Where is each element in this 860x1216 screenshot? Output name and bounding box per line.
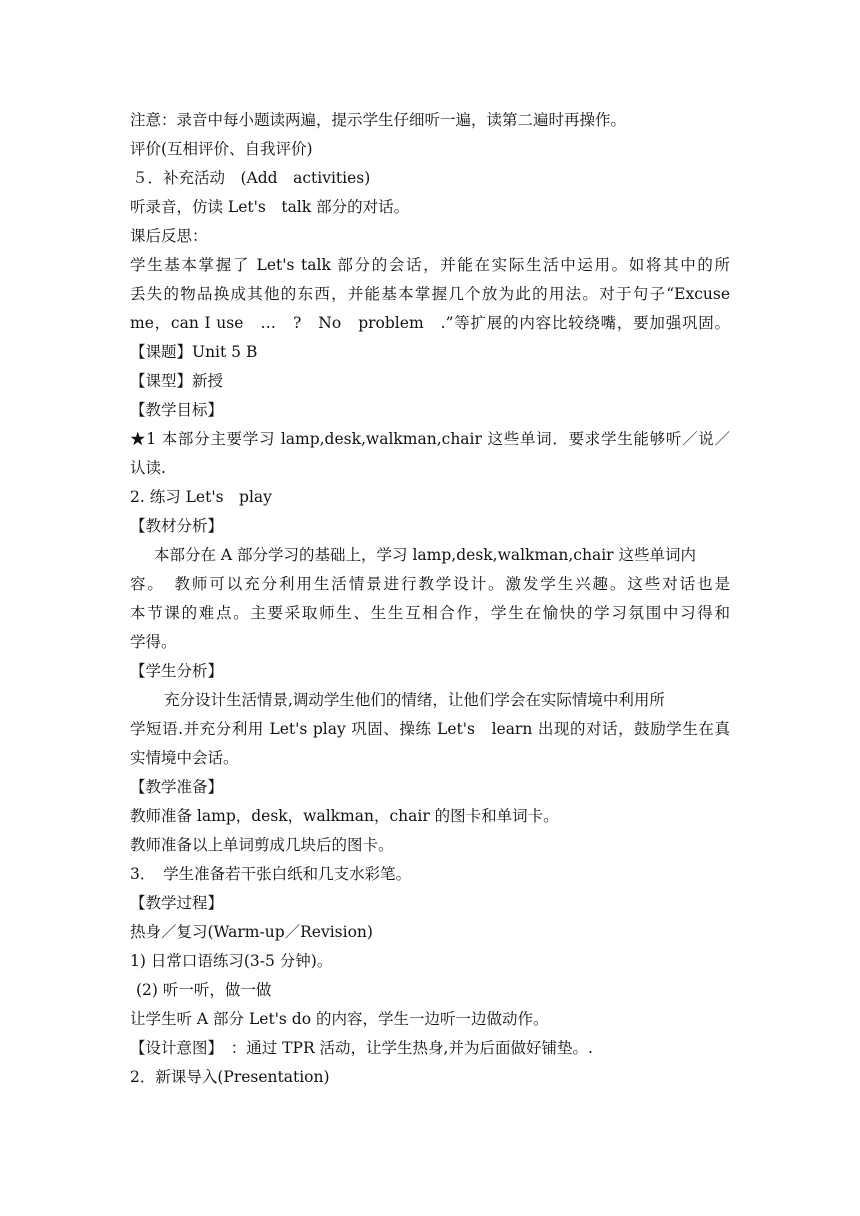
material-analysis-line-1: 本部分在 A 部分学习的基础上，学习 lamp,desk,walkman,chair 这些单词内 bbox=[154, 546, 696, 564]
lesson-topic: 【课题】Unit 5 B bbox=[130, 343, 258, 361]
presentation-heading: 2．新课导入(Presentation) bbox=[130, 1068, 330, 1086]
student-analysis-heading: 【学生分析】 bbox=[130, 662, 224, 680]
design-intent-line: 【设计意图】 ：通过 TPR 活动，让学生热身,并为后面做好铺垫。. bbox=[130, 1039, 593, 1057]
teaching-goal-1: ★1 本部分主要学习 lamp,desk,walkman,chair 这些单词．要求学生能够听／说／ bbox=[130, 430, 730, 448]
reflection-text-line-2: 丢失的物品换成其他的东西，并能基本掌握几个放为此的用法。对于句子“Excuse bbox=[130, 285, 730, 303]
evaluation-line: 评价(互相评价、自我评价) bbox=[130, 140, 313, 158]
teaching-goals-heading: 【教学目标】 bbox=[130, 401, 224, 419]
listen-imitate-line: 听录音，仿读 Let's talk 部分的对话。 bbox=[130, 198, 410, 216]
student-analysis-line-3: 实情境中会话。 bbox=[130, 749, 239, 767]
document-page bbox=[130, 106, 730, 1092]
preparation-item-3: 3． 学生准备若干张白纸和几支水彩笔。 bbox=[130, 865, 412, 883]
teaching-goal-2: 2. 练习 Let's play bbox=[130, 488, 272, 506]
material-analysis-line-2: 容。 教师可以充分利用生活情景进行教学设计。激发学生兴趣。这些对话也是 bbox=[130, 575, 730, 593]
supplementary-activity-heading: ５．补充活动 (Add activities) bbox=[132, 169, 371, 187]
warmup-heading: 热身／复习(Warm-up／Revision) bbox=[130, 923, 373, 941]
reflection-heading: 课后反思： bbox=[130, 227, 208, 245]
warmup-step-2: (2) 听一听，做一做 bbox=[136, 981, 272, 999]
warmup-step-1: 1) 日常口语练习(3-5 分钟)。 bbox=[130, 952, 333, 970]
material-analysis-line-3: 本节课的难点。主要采取师生、生生互相合作，学生在愉快的学习氛围中习得和 bbox=[130, 604, 730, 622]
student-analysis-line-2: 学短语.并充分利用 Let's play 巩固、操练 Let's learn 出现的对话，鼓励学生在真 bbox=[130, 720, 730, 738]
preparation-item-2: 教师准备以上单词剪成几块后的图卡。 bbox=[130, 836, 394, 854]
reflection-text-line-1: 学生基本掌握了 Let's talk 部分的会话，并能在实际生活中运用。如将其中的所 bbox=[130, 256, 730, 274]
note-line: 注意：录音中每小题读两遍，提示学生仔细听一遍，读第二遍时再操作。 bbox=[130, 111, 627, 129]
reflection-text-line-3: me，can I use … ? No problem .”等扩展的内容比较绕嘴，要加强巩固。 bbox=[130, 314, 730, 332]
teaching-goal-1-cont: 认读. bbox=[130, 459, 166, 477]
material-analysis-line-4: 学得。 bbox=[130, 633, 177, 651]
preparation-item-1: 教师准备 lamp，desk，walkman，chair 的图卡和单词卡。 bbox=[130, 807, 559, 825]
teaching-process-heading: 【教学过程】 bbox=[130, 894, 224, 912]
warmup-step-2-detail: 让学生听 A 部分 Let's do 的内容，学生一边听一边做动作。 bbox=[130, 1010, 549, 1028]
material-analysis-heading: 【教材分析】 bbox=[130, 517, 224, 535]
preparation-heading: 【教学准备】 bbox=[130, 778, 224, 796]
student-analysis-line-1: 充分设计生活情景,调动学生他们的情绪，让他们学会在实际情境中利用所 bbox=[164, 691, 665, 709]
lesson-type: 【课型】新授 bbox=[130, 372, 224, 390]
